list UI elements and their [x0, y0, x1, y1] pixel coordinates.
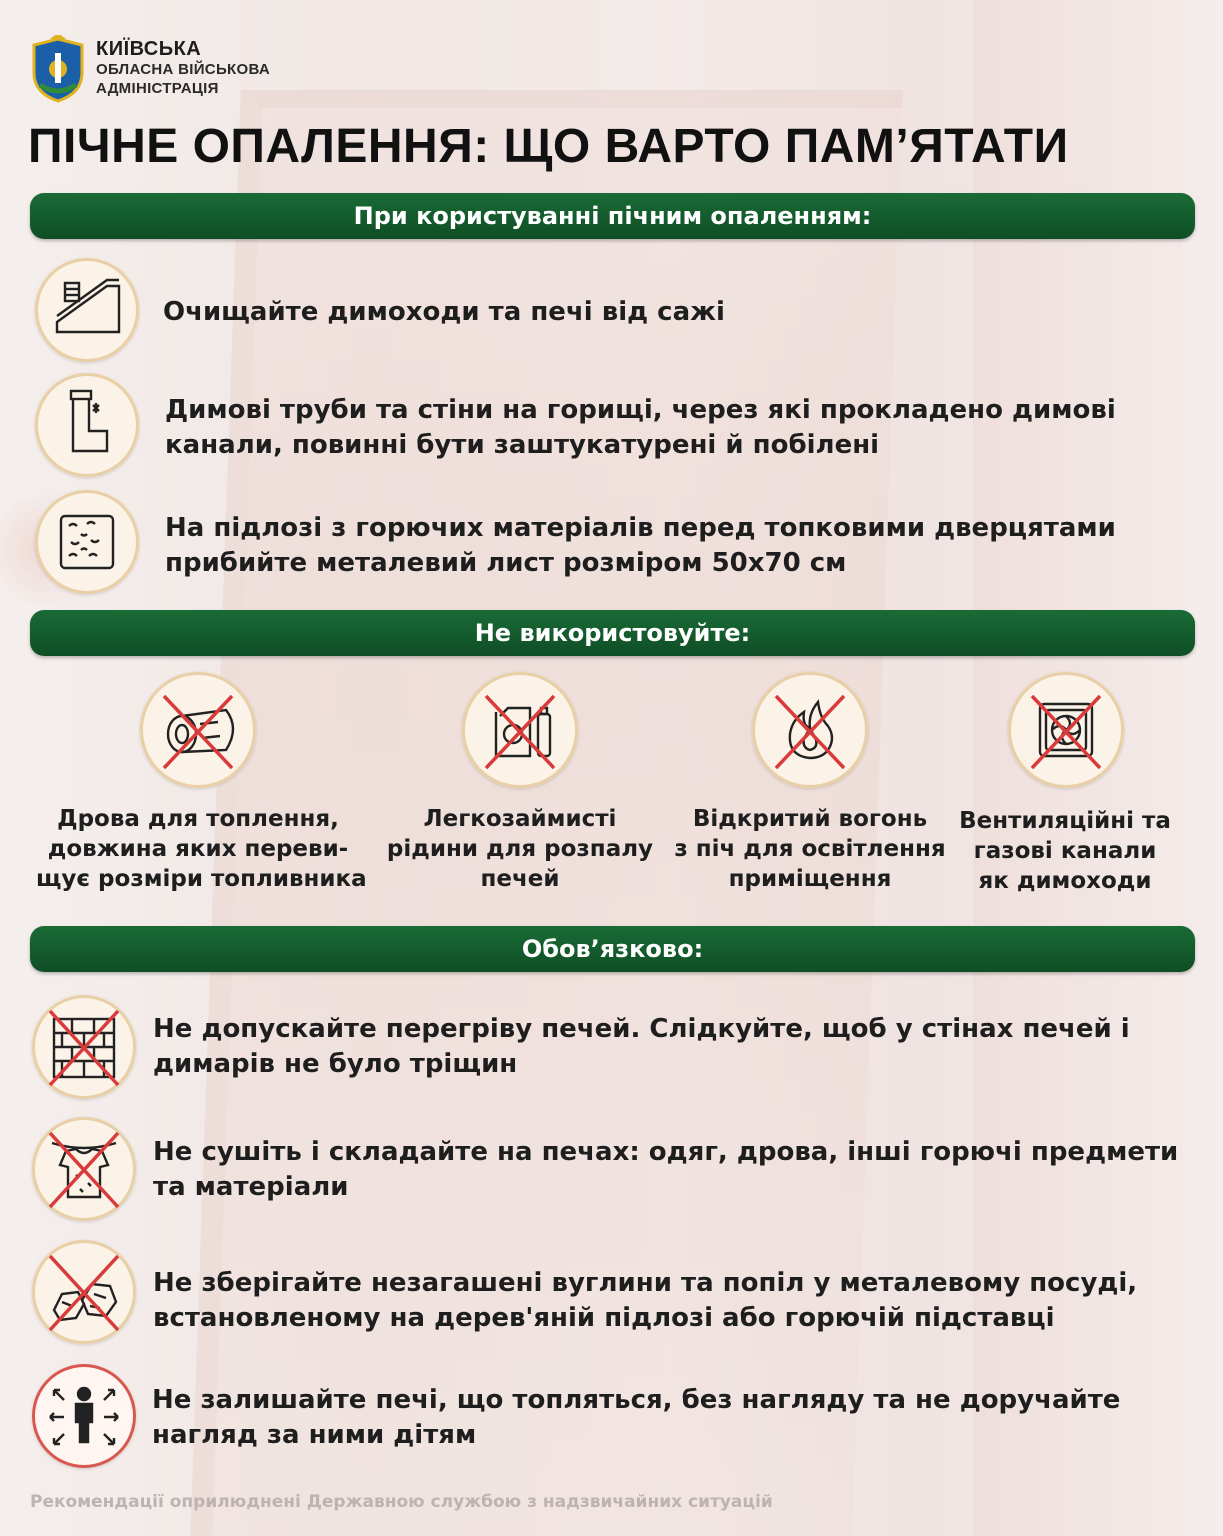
fire-icon — [752, 672, 868, 788]
org-line-1: КИЇВСЬКА — [96, 38, 202, 60]
vent-icon — [1008, 672, 1124, 788]
org-line-3: АДМІНІСТРАЦІЯ — [96, 80, 219, 97]
mandatory-item-2: Не сушіть і складайте на печах: одяг, дрова, інші горючі предмети та матеріали — [153, 1137, 1179, 1202]
when-using-item-3: На підлозі з горючих матеріалів перед топковими дверцятами прибийте металевий лист розміром 50х70 см — [165, 513, 1116, 578]
organization-name — [96, 38, 270, 98]
mandatory-item-1: Не допускайте перегріву печей. Слідкуйте, щоб у стінах печей і димарів не було тріщин — [153, 1014, 1130, 1079]
do-not-use-item-3: Відкритий вогонь з піч для освітлення приміщення — [674, 806, 946, 892]
footer-source-note: Рекомендації оприлюднені Державною службою з надзвичайних ситуацій — [30, 1492, 773, 1512]
do-not-use-item-2: Легкозаймисті рідини для розпалу печей — [386, 806, 654, 892]
chimney-roof-icon — [35, 258, 139, 362]
log-icon — [140, 672, 256, 788]
person-attention-icon — [32, 1364, 136, 1468]
when-using-item-2: Димові труби та стіни на горищі, через які прокладено димові канали, повинні бути заштукатурені й побілені — [165, 395, 1116, 460]
coat-of-arms-logo — [30, 35, 86, 103]
fuel-canister-icon — [462, 672, 578, 788]
mandatory-item-3: Не зберігайте незагашені вуглини та попіл у металевому посуді, встановленому на дерев'яній підлозі або горючій підставці — [153, 1268, 1138, 1333]
clothes-drying-icon — [32, 1117, 136, 1221]
section-heading-do-not-use: Не використовуйте: — [30, 610, 1195, 656]
mandatory-item-4: Не залишайте печі, що топляться, без нагляду та не доручайте нагляд за ними дітям — [152, 1385, 1121, 1450]
page-title: ПІЧНЕ ОПАЛЕННЯ: ЩО ВАРТО ПАМ’ЯТАТИ — [28, 120, 1069, 173]
chimney-pipe-icon — [35, 373, 139, 477]
section-heading-when-using: При користуванні пічним опаленням: — [30, 193, 1195, 239]
metal-sheet-icon — [35, 490, 139, 594]
org-line-2: ОБЛАСНА ВІЙСЬКОВА — [96, 61, 270, 78]
when-using-item-1: Очищайте димоходи та печі від сажі — [163, 297, 725, 327]
cracked-brick-icon — [32, 995, 136, 1099]
coals-icon — [32, 1240, 136, 1344]
section-heading-mandatory: Обов’язково: — [30, 926, 1195, 972]
do-not-use-item-1: Дрова для топлення, довжина яких переви- щує розміри топливника — [36, 806, 367, 892]
do-not-use-item-4: Вентиляційні та газові канали як димоходи — [959, 808, 1171, 894]
